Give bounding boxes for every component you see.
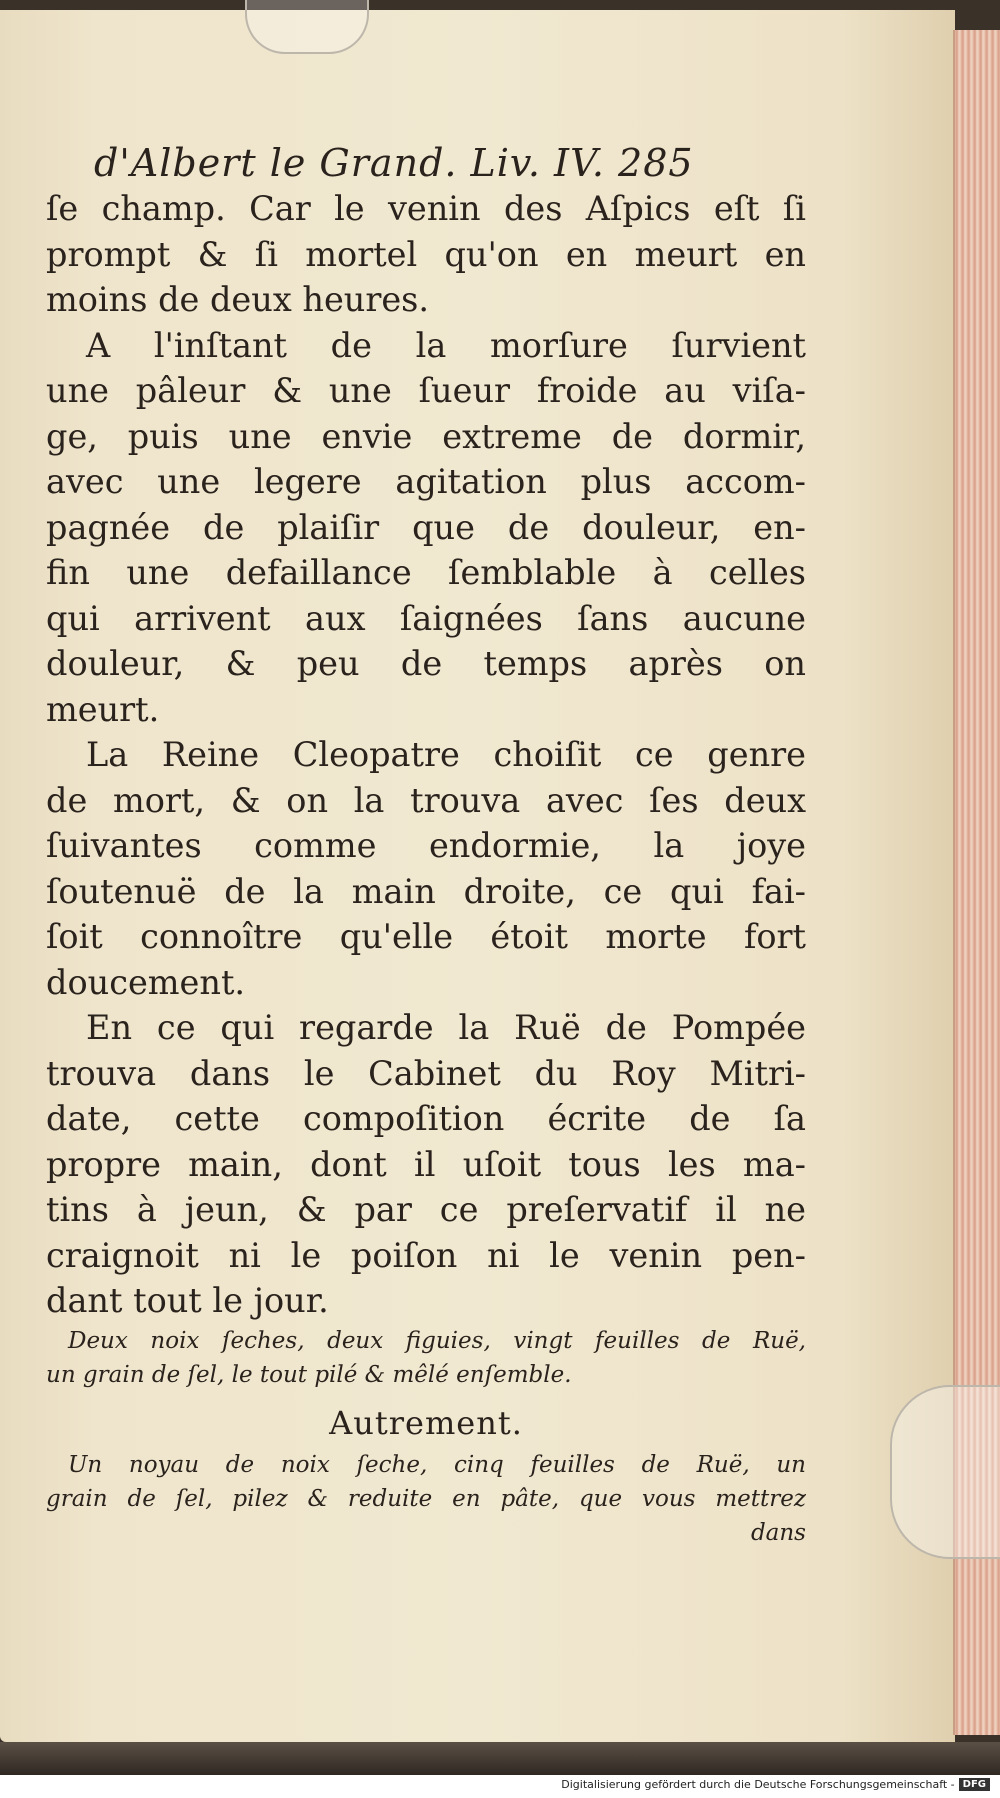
text-line: qui arrivent aux ſaignées ſans aucune — [46, 598, 806, 638]
text-line: douleur, & peu de temps après on — [46, 644, 806, 683]
text-line: En ce qui regarde la Ruë de Pompée — [86, 1008, 806, 1047]
page-clip-top — [245, 0, 369, 54]
text-line: La Reine Cleopatre choiſit ce genre — [86, 735, 806, 774]
recipe-1 — [46, 1324, 806, 1392]
credit-text: Digitalisierung gefördert durch die Deutsche Forschungsgemeinschaft - — [561, 1778, 955, 1791]
text-line: une pâleur & une ſueur froide au viſa- — [46, 371, 806, 410]
page-text — [46, 140, 806, 1550]
recipe-line: grain de ſel, pilez & reduite en pâte, que vous mettrez — [46, 1485, 806, 1512]
text-line: avec une legere agitation plus accom- — [46, 462, 806, 501]
text-line: ſoit connoître qu'elle étoit morte fort — [46, 917, 806, 956]
text-line: craignoit ni le poiſon ni le venin pen- — [46, 1235, 806, 1275]
subheading: Autrement. — [329, 1403, 523, 1442]
text-line: pagnée de plaiſir que de douleur, en- — [46, 507, 806, 547]
text-line: prompt & ſi mortel qu'on en meurt en — [46, 234, 806, 274]
text-line: A l'inſtant de la morſure ſurvient — [86, 325, 806, 365]
text-line: ge, puis une envie extreme de dormir, — [46, 416, 806, 456]
catchword: dans — [750, 1519, 806, 1546]
text-line: propre main, dont il uſoit tous les ma- — [46, 1144, 806, 1184]
dfg-logo: DFG — [959, 1778, 990, 1791]
text-line: trouva dans le Cabinet du Roy Mitri- — [46, 1053, 806, 1093]
recipe-line: Un noyau de noix ſeche, cinq feuilles de Ruë, un — [68, 1451, 806, 1478]
paragraph-3 — [46, 732, 806, 1005]
text-line: tins à jeun, & par ce preſervatif il ne — [46, 1190, 806, 1229]
paragraph-1 — [46, 186, 806, 323]
text-line: date, cette compoſition écrite de ſa — [46, 1099, 806, 1138]
text-line: moins de deux heures. — [46, 280, 430, 319]
digitization-credit — [561, 1778, 990, 1791]
recipe-2 — [46, 1448, 806, 1550]
text-line: ſoutenuë de la main droite, ce qui fai- — [46, 871, 806, 911]
text-line: ſe champ. Car le venin des Aſpics eſt ſi — [46, 189, 806, 228]
running-header: d'Albert le Grand. Liv. IV. 285 — [94, 141, 694, 185]
text-line: meurt. — [46, 689, 160, 729]
recipe-line: un grain de ſel, le tout pilé & mêlé enſemble. — [46, 1361, 572, 1388]
text-line: doucement. — [46, 962, 246, 1002]
text-line: de mort, & on la trouva avec ſes deux — [46, 780, 806, 820]
paragraph-4 — [46, 1005, 806, 1324]
book-spine-bottom — [0, 1742, 1000, 1775]
text-line: ſuivantes comme endormie, la joye — [46, 826, 806, 865]
paragraph-2 — [46, 323, 806, 733]
text-line: dant tout le jour. — [46, 1281, 329, 1320]
text-line: fin une defaillance ſemblable à celles — [46, 553, 806, 592]
page-clip-right — [890, 1385, 1000, 1559]
recipe-line: Deux noix ſeches, deux figuies, vingt feuilles de Ruë, — [68, 1327, 806, 1354]
